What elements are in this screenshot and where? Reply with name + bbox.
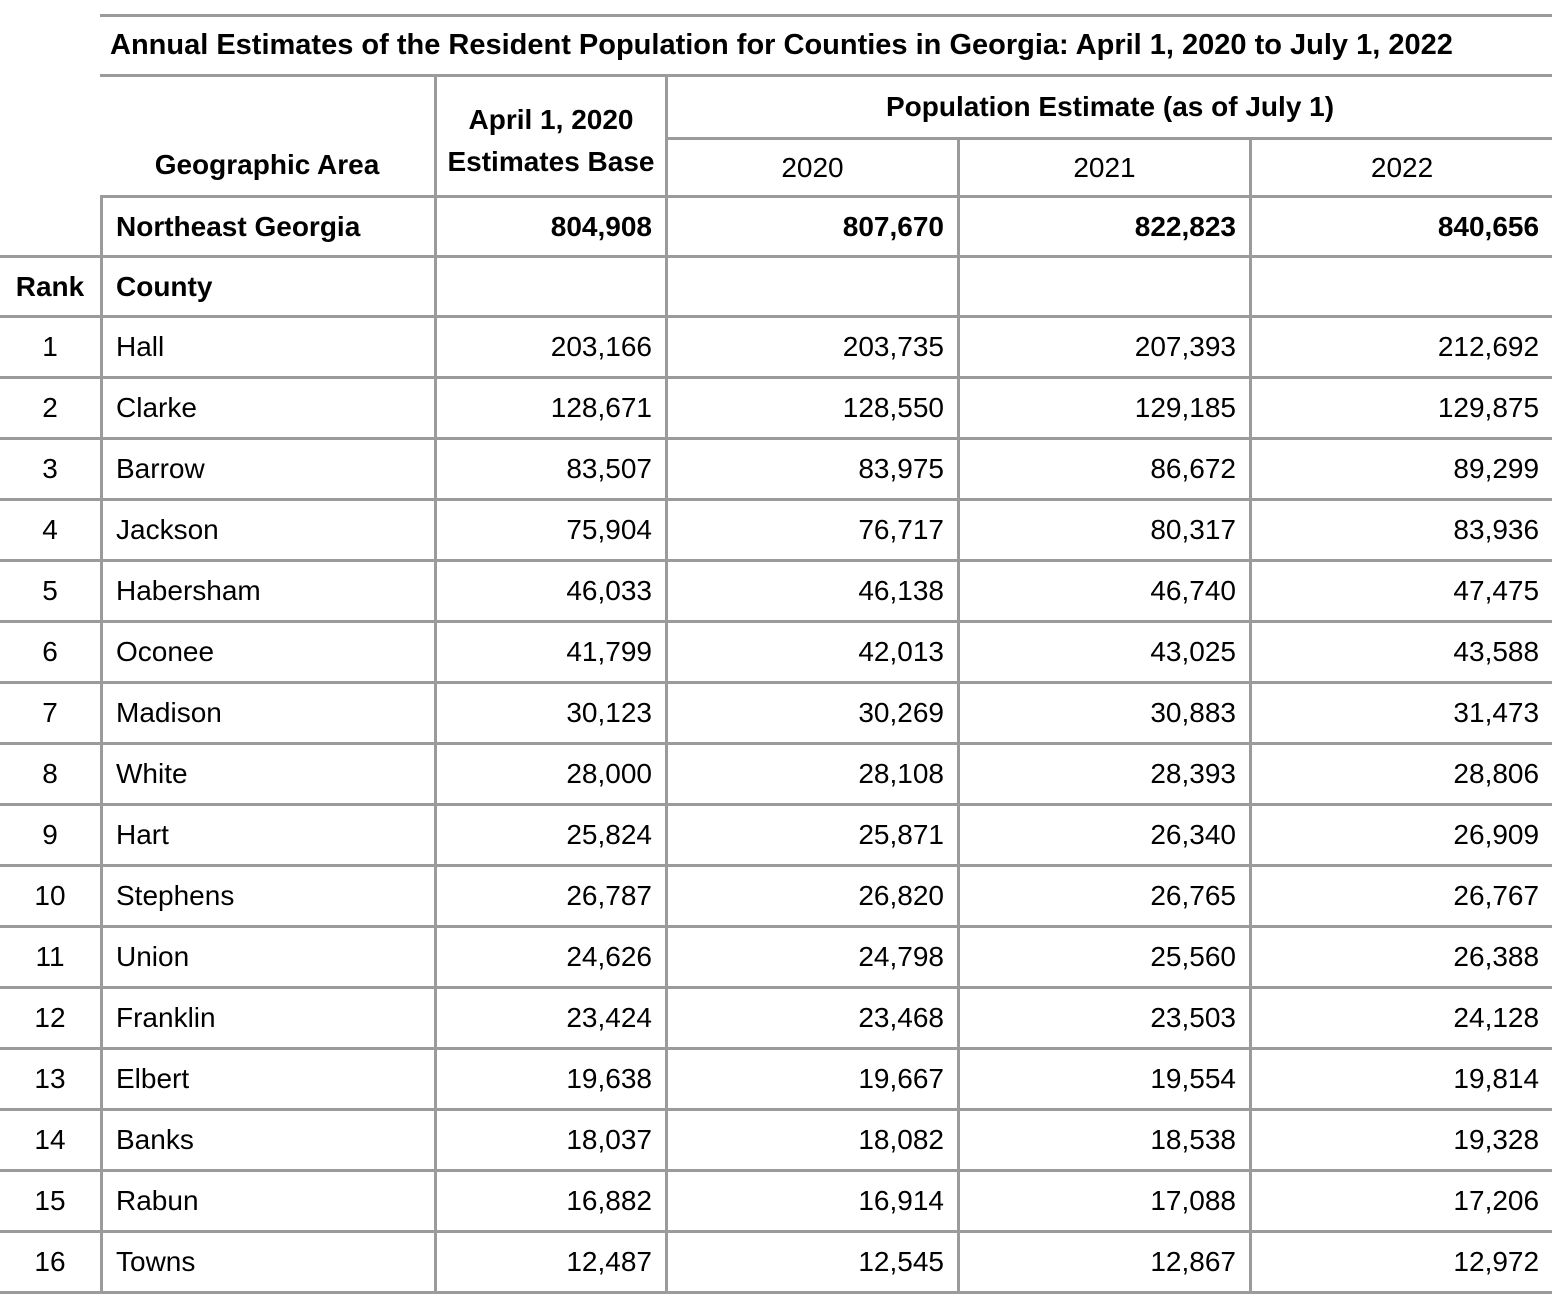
base-cell: 26,787 <box>437 867 668 928</box>
base-cell: 83,507 <box>437 440 668 501</box>
estimates-base-header-line2: Estimates Base <box>447 146 655 177</box>
population-estimate-header: Population Estimate (as of July 1) <box>668 77 1552 140</box>
table-row <box>0 867 1552 928</box>
county-cell: White <box>100 745 437 806</box>
base-cell: 30,123 <box>437 684 668 745</box>
value-2022-cell: 26,767 <box>1252 867 1552 928</box>
table-row <box>0 623 1552 684</box>
year-2021-header: 2021 <box>960 140 1252 198</box>
empty-base-header-cell <box>437 258 668 318</box>
value-2021-cell: 80,317 <box>960 501 1252 562</box>
page-title: Annual Estimates of the Resident Population for Counties in Georgia: April 1, 2020 to July 1, 2022 <box>100 14 1552 77</box>
table-row <box>0 1172 1552 1233</box>
header-left-gutter <box>0 77 100 198</box>
value-2022-cell: 129,875 <box>1252 379 1552 440</box>
value-2022-cell: 26,388 <box>1252 928 1552 989</box>
population-table-body <box>0 14 1552 1294</box>
empty-2021-header-cell <box>960 258 1252 318</box>
rank-cell: 14 <box>0 1111 100 1172</box>
value-2020-cell: 30,269 <box>668 684 960 745</box>
value-2021-cell: 30,883 <box>960 684 1252 745</box>
table-row <box>0 989 1552 1050</box>
base-cell: 24,626 <box>437 928 668 989</box>
county-cell: Franklin <box>100 989 437 1050</box>
county-cell: Barrow <box>100 440 437 501</box>
table-row <box>0 562 1552 623</box>
value-2022-cell: 19,328 <box>1252 1111 1552 1172</box>
table-row <box>0 684 1552 745</box>
value-2021-cell: 23,503 <box>960 989 1252 1050</box>
county-cell: Rabun <box>100 1172 437 1233</box>
base-cell: 12,487 <box>437 1233 668 1294</box>
year-2020-header: 2020 <box>668 140 960 198</box>
county-cell: Elbert <box>100 1050 437 1111</box>
value-2022-cell: 31,473 <box>1252 684 1552 745</box>
value-2022-cell: 89,299 <box>1252 440 1552 501</box>
title-row <box>0 14 1552 77</box>
value-2022-cell: 47,475 <box>1252 562 1552 623</box>
table-row <box>0 1111 1552 1172</box>
table-row <box>0 1233 1552 1294</box>
rank-cell: 2 <box>0 379 100 440</box>
base-cell: 75,904 <box>437 501 668 562</box>
rank-cell: 3 <box>0 440 100 501</box>
county-header: County <box>100 258 437 318</box>
county-cell: Oconee <box>100 623 437 684</box>
value-2020-cell: 23,468 <box>668 989 960 1050</box>
value-2020-cell: 46,138 <box>668 562 960 623</box>
rank-cell: 12 <box>0 989 100 1050</box>
value-2021-cell: 26,340 <box>960 806 1252 867</box>
value-2021-cell: 25,560 <box>960 928 1252 989</box>
value-2020-cell: 76,717 <box>668 501 960 562</box>
estimates-base-header-line1: April 1, 2020 <box>468 104 634 135</box>
county-cell: Union <box>100 928 437 989</box>
value-2020-cell: 83,975 <box>668 440 960 501</box>
region-row <box>0 198 1552 258</box>
value-2020-cell: 28,108 <box>668 745 960 806</box>
rank-cell: 1 <box>0 318 100 379</box>
base-cell: 28,000 <box>437 745 668 806</box>
base-cell: 203,166 <box>437 318 668 379</box>
value-2021-cell: 129,185 <box>960 379 1252 440</box>
table-row <box>0 928 1552 989</box>
estimates-base-header <box>437 77 668 198</box>
table-row <box>0 806 1552 867</box>
region-2020-value: 807,670 <box>668 198 960 258</box>
table-row <box>0 440 1552 501</box>
rank-cell: 7 <box>0 684 100 745</box>
geographic-area-header: Geographic Area <box>100 77 437 198</box>
table-row <box>0 318 1552 379</box>
county-cell: Hart <box>100 806 437 867</box>
rank-cell: 9 <box>0 806 100 867</box>
rank-cell: 15 <box>0 1172 100 1233</box>
base-cell: 23,424 <box>437 989 668 1050</box>
empty-2022-header-cell <box>1252 258 1552 318</box>
value-2020-cell: 16,914 <box>668 1172 960 1233</box>
rank-cell: 16 <box>0 1233 100 1294</box>
title-row-left-gutter <box>0 14 100 77</box>
rank-cell: 10 <box>0 867 100 928</box>
base-cell: 18,037 <box>437 1111 668 1172</box>
value-2020-cell: 25,871 <box>668 806 960 867</box>
rank-cell: 8 <box>0 745 100 806</box>
base-cell: 46,033 <box>437 562 668 623</box>
value-2022-cell: 24,128 <box>1252 989 1552 1050</box>
value-2022-cell: 43,588 <box>1252 623 1552 684</box>
base-cell: 16,882 <box>437 1172 668 1233</box>
value-2021-cell: 18,538 <box>960 1111 1252 1172</box>
value-2022-cell: 12,972 <box>1252 1233 1552 1294</box>
value-2021-cell: 12,867 <box>960 1233 1252 1294</box>
table-row <box>0 1050 1552 1111</box>
region-base-value: 804,908 <box>437 198 668 258</box>
value-2020-cell: 128,550 <box>668 379 960 440</box>
table-row <box>0 745 1552 806</box>
rank-county-header-row <box>0 258 1552 318</box>
value-2022-cell: 26,909 <box>1252 806 1552 867</box>
table-row <box>0 379 1552 440</box>
county-cell: Habersham <box>100 562 437 623</box>
county-cell: Towns <box>100 1233 437 1294</box>
population-estimates-table <box>0 14 1552 1294</box>
region-2021-value: 822,823 <box>960 198 1252 258</box>
value-2021-cell: 86,672 <box>960 440 1252 501</box>
value-2020-cell: 12,545 <box>668 1233 960 1294</box>
region-name: Northeast Georgia <box>100 198 437 258</box>
empty-2020-header-cell <box>668 258 960 318</box>
value-2022-cell: 17,206 <box>1252 1172 1552 1233</box>
county-cell: Banks <box>100 1111 437 1172</box>
value-2020-cell: 42,013 <box>668 623 960 684</box>
value-2022-cell: 28,806 <box>1252 745 1552 806</box>
rank-cell: 6 <box>0 623 100 684</box>
rank-cell: 4 <box>0 501 100 562</box>
rank-cell: 13 <box>0 1050 100 1111</box>
value-2021-cell: 19,554 <box>960 1050 1252 1111</box>
value-2021-cell: 207,393 <box>960 318 1252 379</box>
base-cell: 128,671 <box>437 379 668 440</box>
value-2021-cell: 28,393 <box>960 745 1252 806</box>
value-2020-cell: 24,798 <box>668 928 960 989</box>
value-2021-cell: 46,740 <box>960 562 1252 623</box>
rank-cell: 5 <box>0 562 100 623</box>
value-2021-cell: 43,025 <box>960 623 1252 684</box>
region-2022-value: 840,656 <box>1252 198 1552 258</box>
year-2022-header: 2022 <box>1252 140 1552 198</box>
header-row-top <box>0 77 1552 140</box>
base-cell: 19,638 <box>437 1050 668 1111</box>
value-2022-cell: 83,936 <box>1252 501 1552 562</box>
value-2020-cell: 19,667 <box>668 1050 960 1111</box>
value-2022-cell: 19,814 <box>1252 1050 1552 1111</box>
rank-cell: 11 <box>0 928 100 989</box>
county-cell: Madison <box>100 684 437 745</box>
value-2020-cell: 203,735 <box>668 318 960 379</box>
value-2021-cell: 17,088 <box>960 1172 1252 1233</box>
base-cell: 25,824 <box>437 806 668 867</box>
value-2021-cell: 26,765 <box>960 867 1252 928</box>
value-2022-cell: 212,692 <box>1252 318 1552 379</box>
value-2020-cell: 18,082 <box>668 1111 960 1172</box>
county-cell: Hall <box>100 318 437 379</box>
county-cell: Jackson <box>100 501 437 562</box>
county-cell: Clarke <box>100 379 437 440</box>
rank-header: Rank <box>0 258 100 318</box>
region-left-gutter <box>0 198 100 258</box>
base-cell: 41,799 <box>437 623 668 684</box>
county-cell: Stephens <box>100 867 437 928</box>
value-2020-cell: 26,820 <box>668 867 960 928</box>
table-row <box>0 501 1552 562</box>
